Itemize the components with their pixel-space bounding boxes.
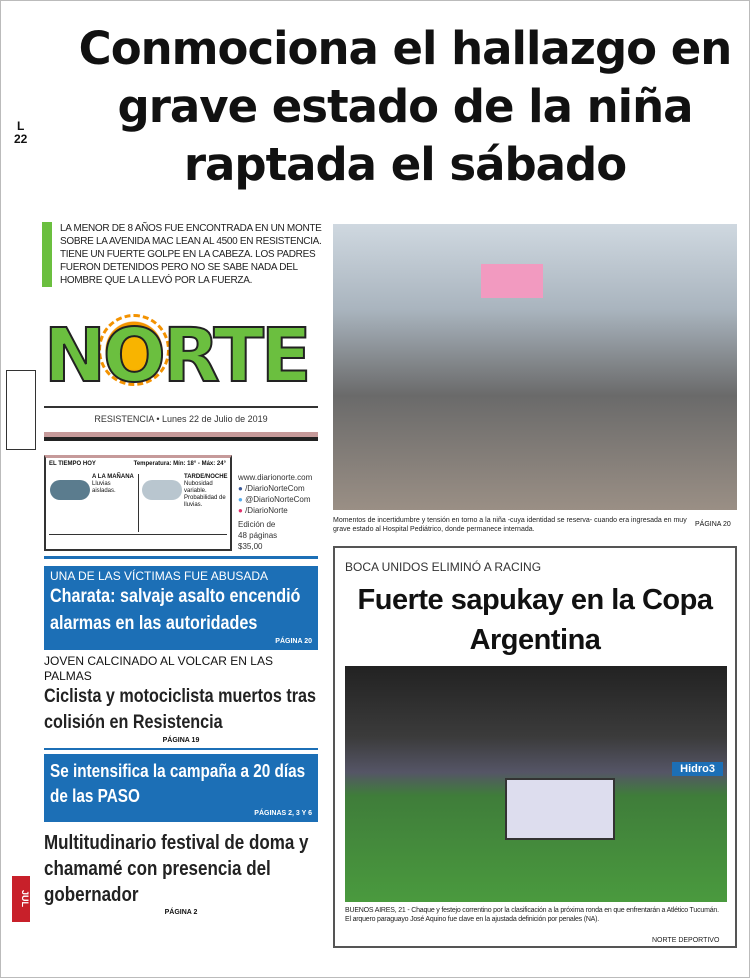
teaser-kicker: UNA DE LAS VÍCTIMAS FUE ABUSADA — [50, 569, 269, 583]
teaser-title: Se intensifica la campaña a 20 días de las PASO — [50, 761, 306, 806]
sports-section: NORTE DEPORTIVO — [652, 937, 720, 944]
edition-pages: Edición de 48 páginas — [238, 520, 278, 540]
sports-kicker: BOCA UNIDOS ELIMINÓ A RACING — [345, 560, 542, 574]
facebook-link[interactable]: ● /DiarioNorteCom — [238, 484, 305, 493]
teaser-kicker: JOVEN CALCINADO AL VOLCAR EN LAS PALMAS — [44, 654, 273, 683]
newspaper-logo: NORTE — [44, 313, 309, 399]
teaser-paso[interactable] — [44, 754, 318, 822]
divider — [44, 556, 318, 559]
teaser-festival-title: Multitudinario festival de doma y chamamé con presencia del gobernador — [44, 832, 309, 906]
weather-box — [44, 455, 232, 551]
weather-divider — [138, 474, 139, 532]
evening-label: TARDE/NOCHE — [184, 474, 228, 480]
main-headline: Conmociona el hallazgo en grave estado de la niña raptada el sábado — [78, 22, 732, 191]
page-letter: L — [17, 119, 25, 133]
ad-banner: Hidro3 — [672, 762, 723, 776]
morning-label: A LA MAÑANA — [92, 474, 134, 480]
teaser-page: PÁGINA 2 — [164, 909, 198, 916]
divider — [44, 748, 318, 750]
page-number: 22 — [14, 132, 28, 146]
teaser-page: PÁGINAS 2, 3 Y 6 — [254, 810, 312, 817]
left-column-teasers — [44, 566, 318, 917]
instagram-link[interactable]: ● /DiarioNorte — [238, 506, 288, 515]
divider — [44, 406, 318, 408]
weather-title: EL TIEMPO HOY — [49, 461, 96, 467]
rain-cloud-icon — [50, 480, 90, 500]
page-marker — [14, 120, 27, 146]
teaser-festival[interactable] — [44, 830, 318, 908]
evening-text: Nubosidad variable. Probabilidad de lluvias. — [184, 481, 226, 508]
check-board — [505, 778, 615, 840]
weather-divider — [49, 534, 227, 535]
price: $35,00 — [238, 542, 263, 551]
contact-info — [238, 472, 312, 552]
instagram-icon: ● — [238, 506, 243, 515]
morning-text: Lluvias aisladas. — [92, 481, 116, 494]
sports-photo — [345, 666, 727, 902]
subhead: LA MENOR DE 8 AÑOS FUE ENCONTRADA EN UN MONTE SOBRE LA AVENIDA MAC LEAN AL 4500 EN RESISTENCIA. TIENE UN FUERTE GOLPE EN LA CABEZA. LOS PADRES FUERON DETENIDOS PERO NO SE SABE NADA DEL HOMBRE QUE LA LLEVÓ POR LA FUERZA. — [42, 222, 322, 287]
teaser-cyclist-title: Ciclista y motociclista muertos tras colisión en Resistencia — [44, 686, 316, 733]
teaser-victims[interactable] — [44, 566, 318, 650]
sports-caption: BUENOS AIRES, 21 - Chaque y festejo correntino por la clasificación a la próxima ronda en que enfrentarán a Atlético Tucumán. El arquero paraguayo José Aquino fue clave en la ajustada definición por penales (NA). — [345, 907, 719, 923]
month-tab: JUL — [12, 876, 30, 922]
website-link[interactable]: www.diarionorte.com — [238, 473, 313, 482]
pink-sign — [481, 264, 543, 298]
main-photo-page: PÁGINA 20 — [695, 521, 731, 528]
sports-headline[interactable]: Fuerte sapukay en la Copa Argentina — [357, 584, 713, 656]
twitter-icon: ● — [238, 495, 243, 504]
facebook-icon: ● — [238, 484, 243, 493]
main-photo — [333, 224, 737, 510]
main-photo-caption: Momentos de incertidumbre y tensión en torno a la niña -cuya identidad se reserva- cuando era ingresada en muy grave estado al Hospital Pediátrico, donde permanece internada. — [333, 517, 687, 533]
divider — [44, 432, 318, 441]
weather-temperature: Temperatura: Mín: 18° - Máx: 24° — [133, 461, 226, 467]
teaser-cyclist[interactable] — [44, 684, 318, 736]
dateline: RESISTENCIA • Lunes 22 de Julio de 2019 — [94, 414, 268, 424]
teaser-title: Charata: salvaje asalto encendió alarmas en las autoridades — [50, 586, 301, 634]
teaser-page: PÁGINA 20 — [275, 638, 312, 645]
teaser-page: PÁGINA 19 — [162, 737, 200, 744]
barcode-box — [6, 370, 36, 450]
twitter-link[interactable]: ● @DiarioNorteCom — [238, 495, 311, 504]
cloud-icon — [142, 480, 182, 500]
